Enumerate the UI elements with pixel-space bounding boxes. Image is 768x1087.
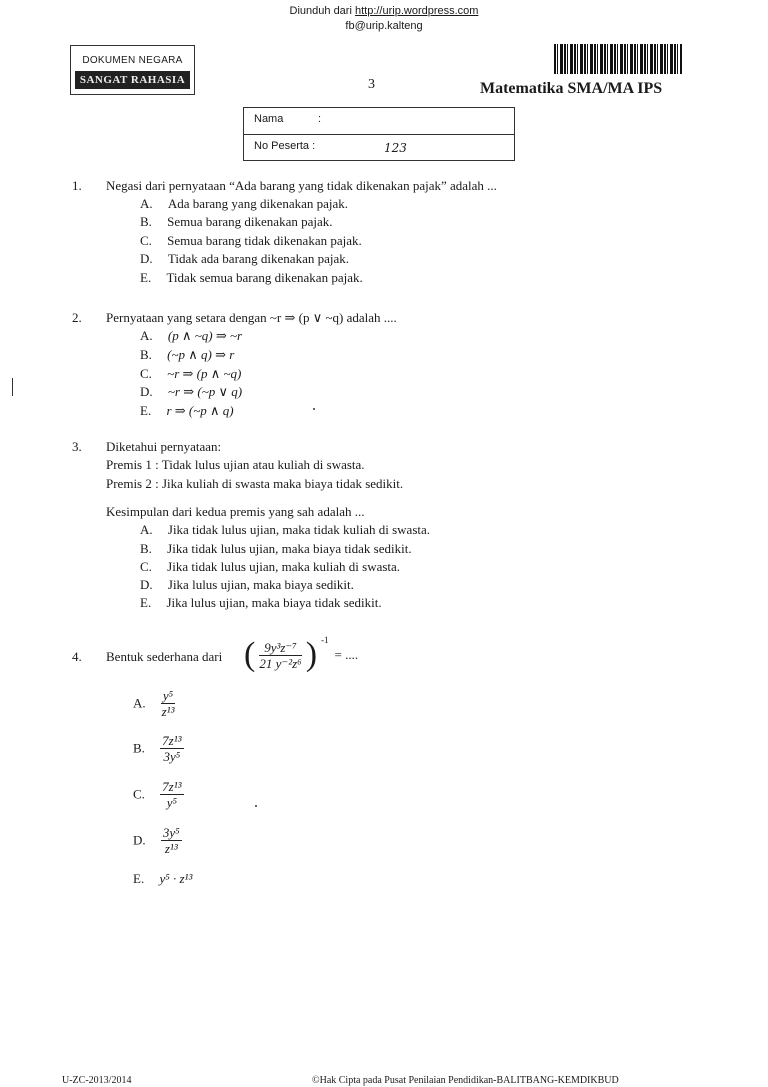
expression-denominator: 21 y⁻²z⁶ xyxy=(259,655,302,671)
option-fraction xyxy=(161,688,175,719)
q2-option-d xyxy=(140,383,242,401)
question-1-number: 1. xyxy=(72,178,82,193)
q3-option-b xyxy=(140,540,412,558)
option-text: Jika tidak lulus ujian, maka tidak kuliah di swasta. xyxy=(167,522,431,537)
number-handwritten: 123 xyxy=(384,141,407,155)
option-letter: C. xyxy=(133,786,145,802)
option-letter: B. xyxy=(133,740,145,756)
option-text: Semua barang dikenakan pajak. xyxy=(167,214,333,229)
question-4-stem: Bentuk sederhana dari xyxy=(106,649,223,664)
question-2-stem: Pernyataan yang setara dengan ~r ⇒ (p ∨ ~q) adalah .... xyxy=(106,310,397,325)
q1-option-b xyxy=(140,213,333,231)
question-3-question: Kesimpulan dari kedua premis yang sah adalah ... xyxy=(106,504,365,519)
q3-option-c xyxy=(140,558,400,576)
q2-option-b xyxy=(140,346,234,364)
q3-option-a xyxy=(140,521,430,539)
option-text: Jika lulus ujian, maka biaya tidak sedikit. xyxy=(166,595,382,610)
option-letter: A. xyxy=(140,328,153,343)
speck-mark xyxy=(313,408,315,410)
option-fraction xyxy=(160,779,183,810)
question-3-stem: Diketahui pernyataan: xyxy=(106,439,222,454)
paren-left: ( xyxy=(244,636,256,673)
option-text: ~r ⇒ (p ∧ ~q) xyxy=(167,366,242,381)
option-fraction xyxy=(161,825,182,856)
source-label: Diunduh dari xyxy=(289,5,352,17)
option-letter: A. xyxy=(140,522,153,537)
q2-option-a xyxy=(140,327,242,345)
fraction-denominator: z¹³ xyxy=(161,704,175,719)
fraction-numerator: y⁵ xyxy=(162,688,174,703)
classification-stamp: SANGAT RAHASIA xyxy=(75,71,190,89)
question-2-number: 2. xyxy=(72,310,82,325)
q2-option-e xyxy=(140,402,234,420)
option-text: Jika lulus ujian, maka biaya sedikit. xyxy=(167,577,354,592)
name-separator: : xyxy=(318,113,322,125)
option-letter: E. xyxy=(140,403,152,418)
q4-option-b xyxy=(133,733,184,764)
option-text: ~r ⇒ (~p ∨ q) xyxy=(167,384,243,399)
source-fb: fb@urip.kalteng xyxy=(345,20,423,32)
question-3-premis-1: Premis 1 : Tidak lulus ujian atau kuliah di swasta. xyxy=(106,457,365,472)
q1-option-a xyxy=(140,195,348,213)
doc-type-label: DOKUMEN NEGARA xyxy=(82,55,183,66)
option-text: Tidak ada barang dikenakan pajak. xyxy=(167,251,349,266)
question-3-premis-2: Premis 2 : Jika kuliah di swasta maka biaya tidak sedikit. xyxy=(106,476,404,491)
name-row xyxy=(244,108,514,134)
barcode-icon xyxy=(554,44,682,74)
option-letter: A. xyxy=(133,695,146,711)
page-number: 3 xyxy=(368,77,375,92)
q3-option-e xyxy=(140,594,382,612)
number-row xyxy=(244,134,514,161)
option-letter: C. xyxy=(140,233,152,248)
option-text: Jika tidak lulus ujian, maka kuliah di swasta. xyxy=(167,559,401,574)
footer-copyright: ©Hak Cipta pada Pusat Penilaian Pendidikan-BALITBANG-KEMDIKBUD xyxy=(312,1075,619,1086)
q4-option-e xyxy=(133,870,192,888)
question-1-stem: Negasi dari pernyataan “Ada barang yang tidak dikenakan pajak” adalah ... xyxy=(106,178,497,193)
option-letter: B. xyxy=(140,214,152,229)
option-letter: B. xyxy=(140,541,152,556)
q1-option-d xyxy=(140,250,349,268)
participant-id-box xyxy=(243,107,515,161)
fraction-denominator: y⁵ xyxy=(166,795,177,810)
option-letter: E. xyxy=(133,871,145,886)
source-url-link[interactable]: http://urip.wordpress.com xyxy=(354,5,479,17)
option-letter: D. xyxy=(140,577,153,592)
name-label: Nama xyxy=(254,113,284,125)
q4-option-c xyxy=(133,779,184,810)
question-3-number: 3. xyxy=(72,439,82,454)
number-label: No Peserta : xyxy=(254,140,316,152)
q2-option-c xyxy=(140,365,241,383)
option-letter: E. xyxy=(140,270,152,285)
option-letter: D. xyxy=(140,384,153,399)
option-text: r ⇒ (~p ∧ q) xyxy=(166,403,234,418)
question-4-expression xyxy=(244,633,358,681)
question-4-number: 4. xyxy=(72,649,82,664)
option-text: Tidak semua barang dikenakan pajak. xyxy=(166,270,363,285)
option-letter: D. xyxy=(133,832,146,848)
q4-option-a xyxy=(133,688,175,719)
option-text: Jika tidak lulus ujian, maka biaya tidak sedikit. xyxy=(167,541,412,556)
footer-code: U-ZC-2013/2014 xyxy=(62,1075,132,1086)
scan-mark xyxy=(12,378,13,396)
option-text: Semua barang tidak dikenakan pajak. xyxy=(167,233,362,248)
q1-option-c xyxy=(140,232,362,250)
option-text: y⁵ · z¹³ xyxy=(159,871,193,886)
source-line xyxy=(0,4,768,18)
expression-tail: = .... xyxy=(334,647,359,662)
expression-numerator: 9y³z⁻⁷ xyxy=(259,640,301,656)
q4-option-d xyxy=(133,825,182,856)
speck-mark xyxy=(255,805,257,807)
subject-title: Matematika SMA/MA IPS xyxy=(480,80,663,97)
option-letter: E. xyxy=(140,595,152,610)
fraction-numerator: 3y⁵ xyxy=(162,825,180,840)
expression-fraction xyxy=(259,640,301,671)
paren-right: ) xyxy=(305,636,318,673)
fraction-numerator: 7z¹³ xyxy=(162,733,182,748)
q3-option-d xyxy=(140,576,354,594)
document-classification-box xyxy=(70,45,195,95)
option-letter: D. xyxy=(140,251,153,266)
option-text: (p ∧ ~q) ⇒ ~r xyxy=(167,328,243,343)
option-letter: A. xyxy=(140,196,153,211)
option-letter: C. xyxy=(140,366,152,381)
option-letter: B. xyxy=(140,347,152,362)
q1-option-e xyxy=(140,269,363,287)
fraction-numerator: 7z¹³ xyxy=(162,779,182,794)
option-text: Ada barang yang dikenakan pajak. xyxy=(167,196,349,211)
option-letter: C. xyxy=(140,559,152,574)
fraction-denominator: 3y⁵ xyxy=(163,749,181,764)
option-fraction xyxy=(160,733,183,764)
option-text: (~p ∧ q) ⇒ r xyxy=(167,347,235,362)
fraction-denominator: z¹³ xyxy=(164,841,178,856)
expression-exponent: -1 xyxy=(321,635,329,645)
